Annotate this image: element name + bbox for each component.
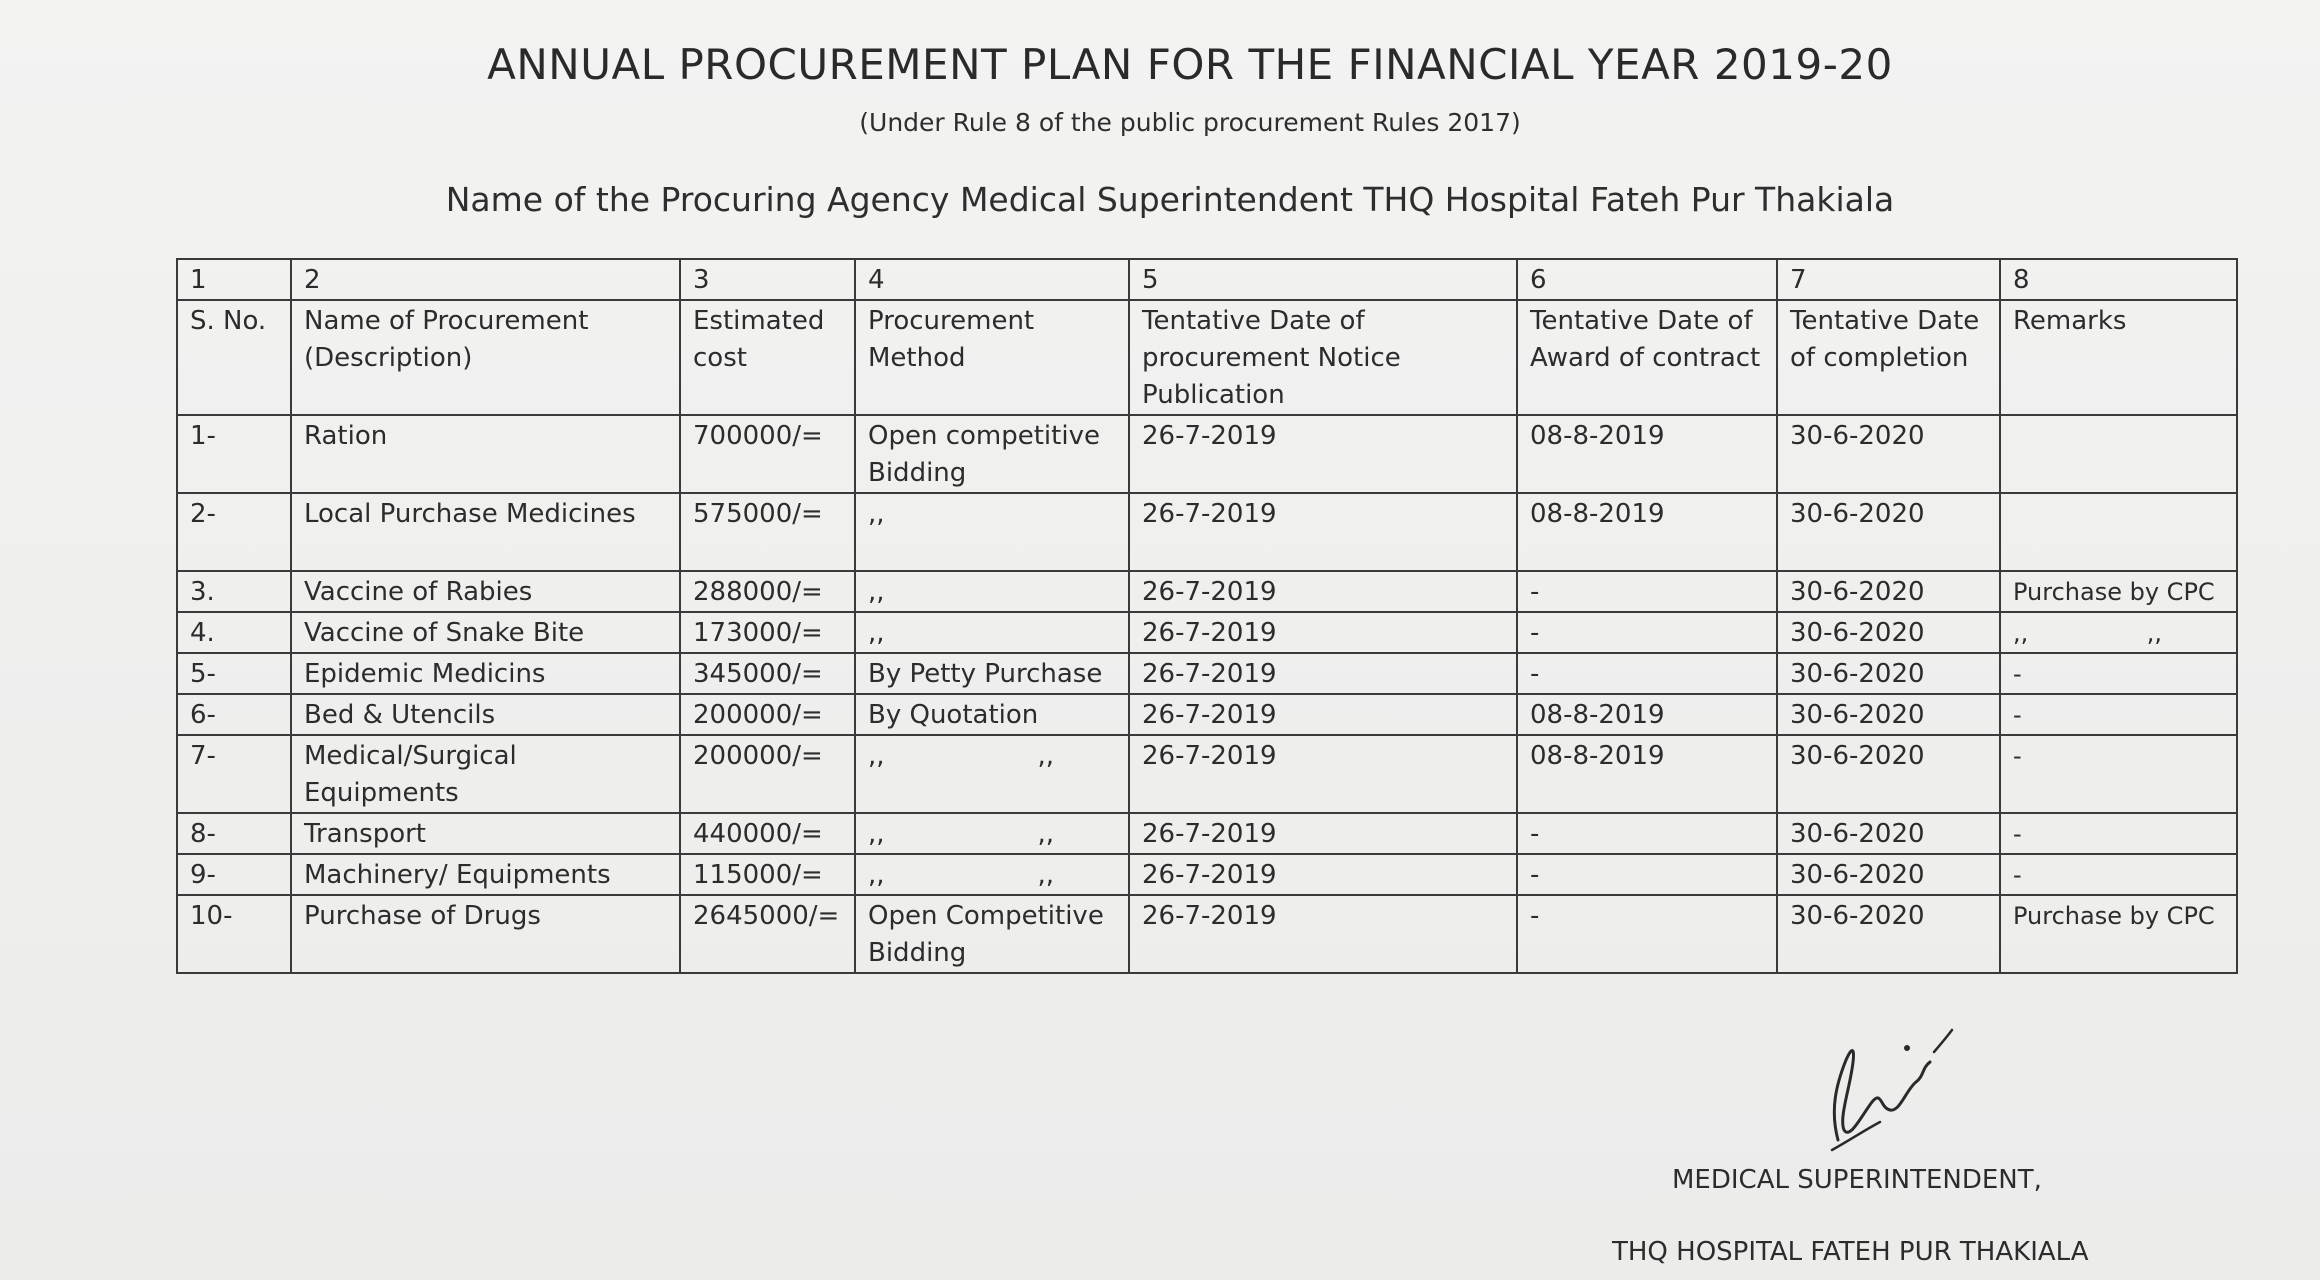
estimated-cost: 575000/= bbox=[680, 493, 855, 571]
notice-date: 26-7-2019 bbox=[1129, 694, 1517, 735]
column-header: Name of Procurement (Description) bbox=[291, 300, 680, 415]
procurement-method: By Quotation bbox=[855, 694, 1129, 735]
table-row bbox=[177, 612, 2237, 653]
procurement-name: Machinery/ Equipments bbox=[291, 854, 680, 895]
table-row bbox=[177, 895, 2237, 973]
completion-date: 30-6-2020 bbox=[1777, 653, 2000, 694]
notice-date: 26-7-2019 bbox=[1129, 612, 1517, 653]
award-date: - bbox=[1517, 854, 1777, 895]
completion-date: 30-6-2020 bbox=[1777, 571, 2000, 612]
notice-date: 26-7-2019 bbox=[1129, 895, 1517, 973]
serial-number: 10- bbox=[177, 895, 291, 973]
ditto-marks bbox=[2013, 615, 2222, 652]
estimated-cost: 440000/= bbox=[680, 813, 855, 854]
notice-date: 26-7-2019 bbox=[1129, 653, 1517, 694]
procuring-agency: Name of the Procuring Agency Medical Superintendent THQ Hospital Fateh Pur Thakiala bbox=[445, 180, 1895, 219]
estimated-cost: 700000/= bbox=[680, 415, 855, 493]
award-date: - bbox=[1517, 571, 1777, 612]
notice-date: 26-7-2019 bbox=[1129, 493, 1517, 571]
completion-date: 30-6-2020 bbox=[1777, 854, 2000, 895]
table-row bbox=[177, 571, 2237, 612]
ditto-mark: ,, bbox=[1037, 860, 1054, 890]
signature-icon bbox=[1810, 990, 2000, 1160]
remarks: - bbox=[2000, 813, 2237, 854]
completion-date: 30-6-2020 bbox=[1777, 415, 2000, 493]
column-number: 5 bbox=[1129, 259, 1517, 300]
serial-number: 1- bbox=[177, 415, 291, 493]
procurement-name: Ration bbox=[291, 415, 680, 493]
notice-date: 26-7-2019 bbox=[1129, 854, 1517, 895]
notice-date: 26-7-2019 bbox=[1129, 415, 1517, 493]
table-row bbox=[177, 694, 2237, 735]
serial-number: 8- bbox=[177, 813, 291, 854]
serial-number: 6- bbox=[177, 694, 291, 735]
award-date: - bbox=[1517, 653, 1777, 694]
remarks: - bbox=[2000, 735, 2237, 813]
procurement-name: Transport bbox=[291, 813, 680, 854]
column-header: S. No. bbox=[177, 300, 291, 415]
procurement-method: ,, bbox=[855, 493, 1129, 571]
procurement-name: Local Purchase Medicines bbox=[291, 493, 680, 571]
table-row bbox=[177, 653, 2237, 694]
remarks: Purchase by CPC bbox=[2000, 895, 2237, 973]
column-number: 8 bbox=[2000, 259, 2237, 300]
ditto-mark: ,, bbox=[868, 741, 885, 771]
procurement-method bbox=[855, 813, 1129, 854]
estimated-cost: 288000/= bbox=[680, 571, 855, 612]
column-number: 7 bbox=[1777, 259, 2000, 300]
column-header: Tentative Date of completion bbox=[1777, 300, 2000, 415]
column-header-row bbox=[177, 300, 2237, 415]
procurement-name: Vaccine of Rabies bbox=[291, 571, 680, 612]
serial-number: 2- bbox=[177, 493, 291, 571]
procurement-method: ,, bbox=[855, 612, 1129, 653]
column-header: Estimated cost bbox=[680, 300, 855, 415]
procurement-method: ,, bbox=[855, 571, 1129, 612]
award-date: 08-8-2019 bbox=[1517, 415, 1777, 493]
completion-date: 30-6-2020 bbox=[1777, 493, 2000, 571]
serial-number: 4. bbox=[177, 612, 291, 653]
estimated-cost: 200000/= bbox=[680, 694, 855, 735]
completion-date: 30-6-2020 bbox=[1777, 895, 2000, 973]
table-row bbox=[177, 493, 2237, 571]
serial-number: 5- bbox=[177, 653, 291, 694]
completion-date: 30-6-2020 bbox=[1777, 813, 2000, 854]
column-number: 2 bbox=[291, 259, 680, 300]
ditto-mark: ,, bbox=[1037, 741, 1054, 771]
column-header: Tentative Date of Award of contract bbox=[1517, 300, 1777, 415]
award-date: - bbox=[1517, 895, 1777, 973]
procurement-method: By Petty Purchase bbox=[855, 653, 1129, 694]
procurement-name: Vaccine of Snake Bite bbox=[291, 612, 680, 653]
procurement-method: Open competitive Bidding bbox=[855, 415, 1129, 493]
serial-number: 3. bbox=[177, 571, 291, 612]
ditto-marks bbox=[868, 738, 1114, 775]
procurement-name: Bed & Utencils bbox=[291, 694, 680, 735]
table-row bbox=[177, 813, 2237, 854]
column-number: 1 bbox=[177, 259, 291, 300]
procurement-name: Epidemic Medicins bbox=[291, 653, 680, 694]
notice-date: 26-7-2019 bbox=[1129, 571, 1517, 612]
award-date: 08-8-2019 bbox=[1517, 694, 1777, 735]
completion-date: 30-6-2020 bbox=[1777, 694, 2000, 735]
ditto-marks bbox=[868, 857, 1114, 894]
completion-date: 30-6-2020 bbox=[1777, 612, 2000, 653]
remarks: Purchase by CPC bbox=[2000, 571, 2237, 612]
table-row bbox=[177, 415, 2237, 493]
signatory-title: MEDICAL SUPERINTENDENT, bbox=[1672, 1165, 2042, 1195]
procurement-method bbox=[855, 854, 1129, 895]
remarks: - bbox=[2000, 854, 2237, 895]
notice-date: 26-7-2019 bbox=[1129, 735, 1517, 813]
remarks: - bbox=[2000, 653, 2237, 694]
ditto-mark: ,, bbox=[2013, 619, 2029, 647]
estimated-cost: 115000/= bbox=[680, 854, 855, 895]
award-date: - bbox=[1517, 612, 1777, 653]
remarks bbox=[2000, 493, 2237, 571]
document-title: ANNUAL PROCUREMENT PLAN FOR THE FINANCIAL YEAR 2019-20 bbox=[487, 40, 1893, 89]
column-number-row bbox=[177, 259, 2237, 300]
table-row bbox=[177, 854, 2237, 895]
remarks bbox=[2000, 612, 2237, 653]
estimated-cost: 345000/= bbox=[680, 653, 855, 694]
serial-number: 9- bbox=[177, 854, 291, 895]
procurement-name: Medical/Surgical Equipments bbox=[291, 735, 680, 813]
procurement-table bbox=[176, 258, 2238, 974]
award-date: - bbox=[1517, 813, 1777, 854]
signature bbox=[1810, 990, 2000, 1160]
estimated-cost: 173000/= bbox=[680, 612, 855, 653]
column-number: 6 bbox=[1517, 259, 1777, 300]
procurement-method: Open Competitive Bidding bbox=[855, 895, 1129, 973]
remarks bbox=[2000, 415, 2237, 493]
column-number: 4 bbox=[855, 259, 1129, 300]
notice-date: 26-7-2019 bbox=[1129, 813, 1517, 854]
ditto-marks bbox=[868, 816, 1114, 853]
ditto-mark: ,, bbox=[1037, 819, 1054, 849]
award-date: 08-8-2019 bbox=[1517, 735, 1777, 813]
estimated-cost: 200000/= bbox=[680, 735, 855, 813]
ditto-mark: ,, bbox=[868, 819, 885, 849]
award-date: 08-8-2019 bbox=[1517, 493, 1777, 571]
completion-date: 30-6-2020 bbox=[1777, 735, 2000, 813]
signatory-organization: THQ HOSPITAL FATEH PUR THAKIALA bbox=[1612, 1237, 2089, 1267]
table-row bbox=[177, 735, 2237, 813]
estimated-cost: 2645000/= bbox=[680, 895, 855, 973]
column-header: Tentative Date of procurement Notice Publication bbox=[1129, 300, 1517, 415]
procurement-name: Purchase of Drugs bbox=[291, 895, 680, 973]
column-header: Procurement Method bbox=[855, 300, 1129, 415]
ditto-mark: ,, bbox=[2146, 619, 2162, 647]
remarks: - bbox=[2000, 694, 2237, 735]
serial-number: 7- bbox=[177, 735, 291, 813]
column-number: 3 bbox=[680, 259, 855, 300]
procurement-method bbox=[855, 735, 1129, 813]
ditto-mark: ,, bbox=[868, 860, 885, 890]
column-header: Remarks bbox=[2000, 300, 2237, 415]
document-subtitle: (Under Rule 8 of the public procurement Rules 2017) bbox=[859, 108, 1521, 137]
